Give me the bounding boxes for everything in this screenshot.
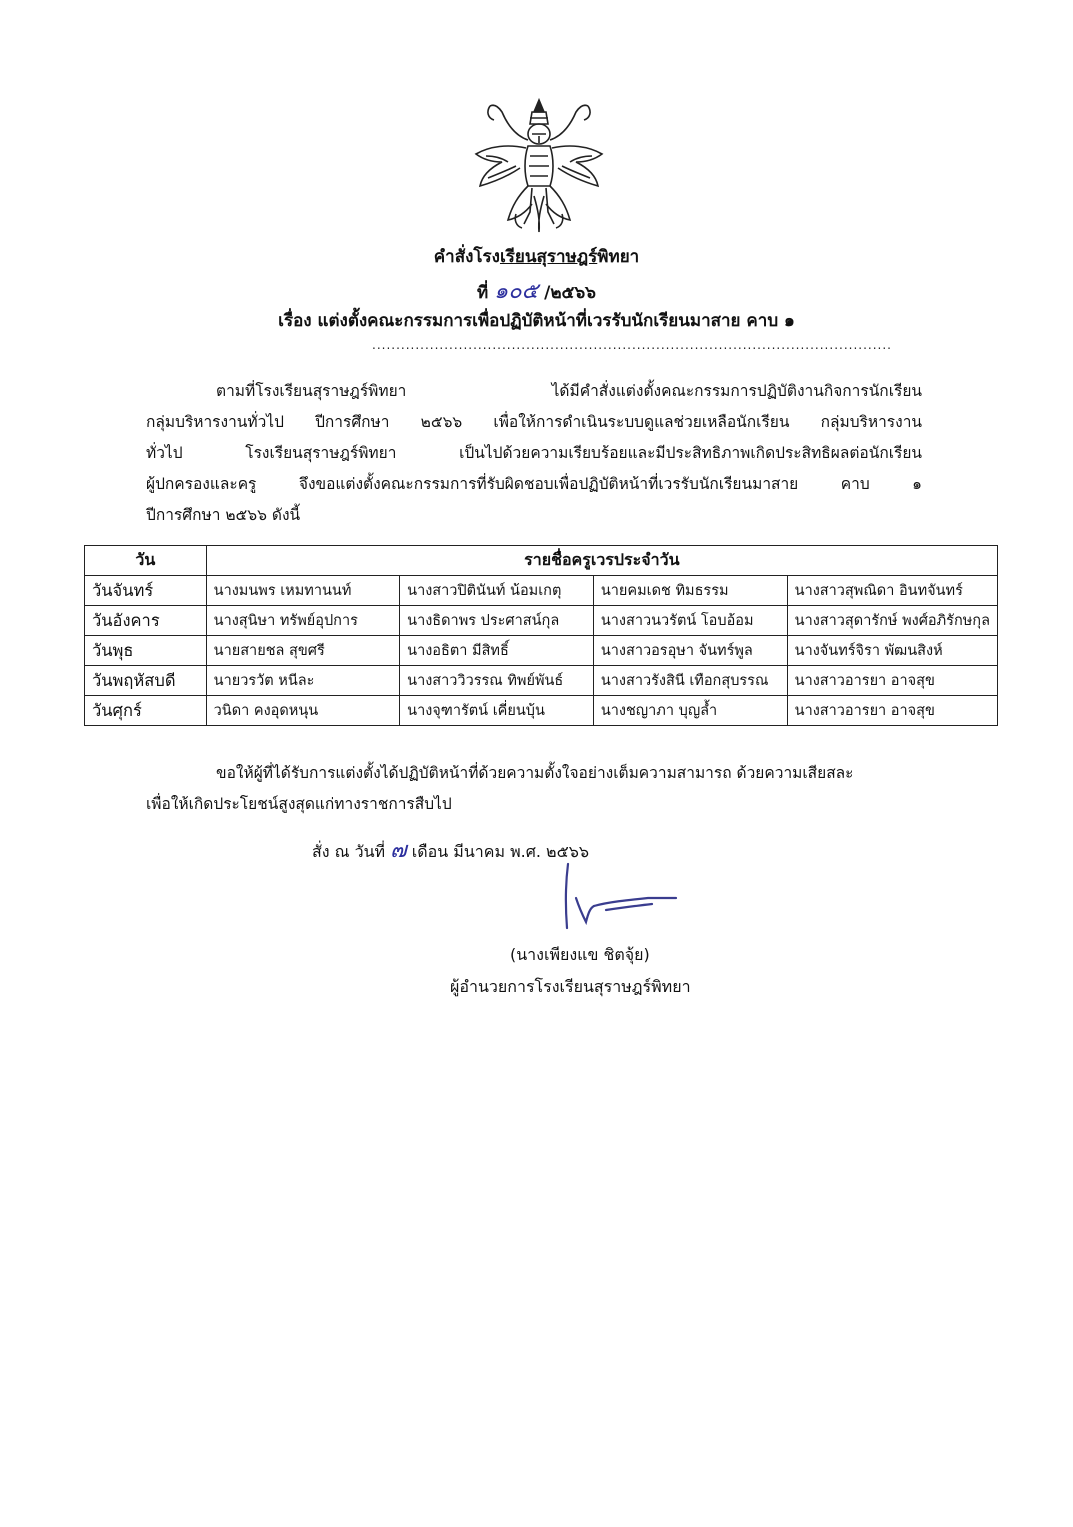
teacher-cell: นางมนพร เหมทานนท์ bbox=[206, 576, 400, 606]
order-number-label: ที่ bbox=[477, 283, 489, 303]
order-title-suffix: พิทยา bbox=[597, 247, 640, 267]
intro-line: ปีการศึกษา ๒๕๖๖ ดังนี้ bbox=[146, 506, 301, 524]
intro-line: ทั่วไป โรงเรียนสุราษฎร์พิทยา เป็นไปด้วยความเรียบร้อยและมีประสิทธิภาพเกิดประสิทธิผลต่อนักเรียน bbox=[146, 444, 922, 462]
teacher-cell: นายคมเดช ทิมธรรม bbox=[593, 576, 787, 606]
table-header-row bbox=[85, 546, 998, 576]
column-header-day: วัน bbox=[85, 546, 207, 576]
order-number bbox=[0, 273, 1073, 308]
day-cell: วันพฤหัสบดี bbox=[85, 666, 207, 696]
table-row bbox=[85, 666, 998, 696]
day-cell: วันพุธ bbox=[85, 636, 207, 666]
order-title-prefix: คำสั่งโรง bbox=[433, 247, 500, 267]
closing-line: ขอให้ผู้ที่ได้รับการแต่งตั้งได้ปฏิบัติหน้าที่ด้วยความตั้งใจอย่างเต็มความสามารถ ด้วยความเสียสละ bbox=[216, 764, 854, 782]
table-row bbox=[85, 576, 998, 606]
intro-paragraph bbox=[146, 376, 922, 531]
teacher-cell: นางสาวปิตินันท์ น้อมเกตุ bbox=[400, 576, 594, 606]
order-number-handwritten: ๑๐๕ bbox=[494, 279, 539, 304]
teacher-cell: นางธิดาพร ประศาสน์กุล bbox=[400, 606, 594, 636]
dotted-divider: ............................................................................................................ bbox=[372, 338, 892, 352]
table-row bbox=[85, 636, 998, 666]
teacher-cell: นางชญาภา บุญล้ำ bbox=[593, 696, 787, 726]
day-cell: วันศุกร์ bbox=[85, 696, 207, 726]
column-header-names: รายชื่อครูเวรประจำวัน bbox=[206, 546, 997, 576]
table-row bbox=[85, 696, 998, 726]
teacher-cell: นางสาววิวรรณ ทิพย์พันธ์ bbox=[400, 666, 594, 696]
order-number-year: /๒๕๖๖ bbox=[544, 283, 596, 303]
order-date-day-handwritten: ๗ bbox=[390, 838, 407, 863]
day-cell: วันจันทร์ bbox=[85, 576, 207, 606]
signer-name: (นางเพียงแข ชิตจุ้ย) bbox=[510, 945, 650, 964]
order-subject: เรื่อง แต่งตั้งคณะกรรมการเพื่อปฏิบัติหน้าที่เวรรับนักเรียนมาสาย คาบ ๑ bbox=[278, 311, 795, 331]
intro-line: ผู้ปกครองและครู จึงขอแต่งตั้งคณะกรรมการที่รับผิดชอบเพื่อปฏิบัติหน้าที่เวรรับนักเรียนมาสาย คาบ ๑ bbox=[146, 475, 922, 493]
duty-roster-table bbox=[84, 545, 998, 726]
closing-paragraph bbox=[146, 758, 922, 820]
teacher-cell: นางสาวรังสินี เทือกสุบรรณ bbox=[593, 666, 787, 696]
signer-position: ผู้อำนวยการโรงเรียนสุราษฎร์พิทยา bbox=[450, 977, 691, 996]
teacher-cell: นายวรวัต หนีละ bbox=[206, 666, 400, 696]
teacher-cell: นางจุฑารัตน์ เคี่ยนบุ้น bbox=[400, 696, 594, 726]
teacher-cell: วนิดา คงอุดหนุน bbox=[206, 696, 400, 726]
teacher-cell: นางสาวอารยา อาจสุข bbox=[787, 666, 997, 696]
intro-line: กลุ่มบริหารงานทั่วไป ปีการศึกษา ๒๕๖๖ เพื่อให้การดำเนินระบบดูแลช่วยเหลือนักเรียน กลุ่มบริหารงาน bbox=[146, 413, 922, 431]
order-title bbox=[0, 243, 1073, 270]
teacher-cell: นางสาวนวรัตน์ โอบอ้อม bbox=[593, 606, 787, 636]
teacher-cell: นางสาวสุดารักษ์ พงศ์อภิรักษกุล bbox=[787, 606, 997, 636]
teacher-cell: นางสาวอรอุษา จันทร์พูล bbox=[593, 636, 787, 666]
order-date-prefix: สั่ง ณ วันที่ bbox=[312, 842, 386, 861]
day-cell: วันอังคาร bbox=[85, 606, 207, 636]
teacher-cell: นายสายชล สุขศรี bbox=[206, 636, 400, 666]
intro-line: ตามที่โรงเรียนสุราษฎร์พิทยา ได้มีคำสั่งแต่งตั้งคณะกรรมการปฏิบัติงานกิจการนักเรียน bbox=[216, 382, 922, 400]
table-row bbox=[85, 606, 998, 636]
teacher-cell: นางจันทร์จิรา พัฒนสิงห์ bbox=[787, 636, 997, 666]
teacher-cell: นางสุนิษา ทรัพย์อุปการ bbox=[206, 606, 400, 636]
teacher-cell: นางสาวอารยา อาจสุข bbox=[787, 696, 997, 726]
handwritten-signature bbox=[548, 858, 688, 938]
order-title-underlined: เรียนสุราษฎร์ bbox=[499, 247, 598, 267]
order-date-suffix: เดือน มีนาคม พ.ศ. ๒๕๖๖ bbox=[411, 842, 590, 861]
closing-line: เพื่อให้เกิดประโยชน์สูงสุดแก่ทางราชการสืบไป bbox=[146, 795, 452, 813]
teacher-cell: นางอธิตา มีสิทธิ์ bbox=[400, 636, 594, 666]
teacher-cell: นางสาวสุพณิดา อินทจันทร์ bbox=[787, 576, 997, 606]
garuda-emblem-icon bbox=[468, 96, 610, 236]
